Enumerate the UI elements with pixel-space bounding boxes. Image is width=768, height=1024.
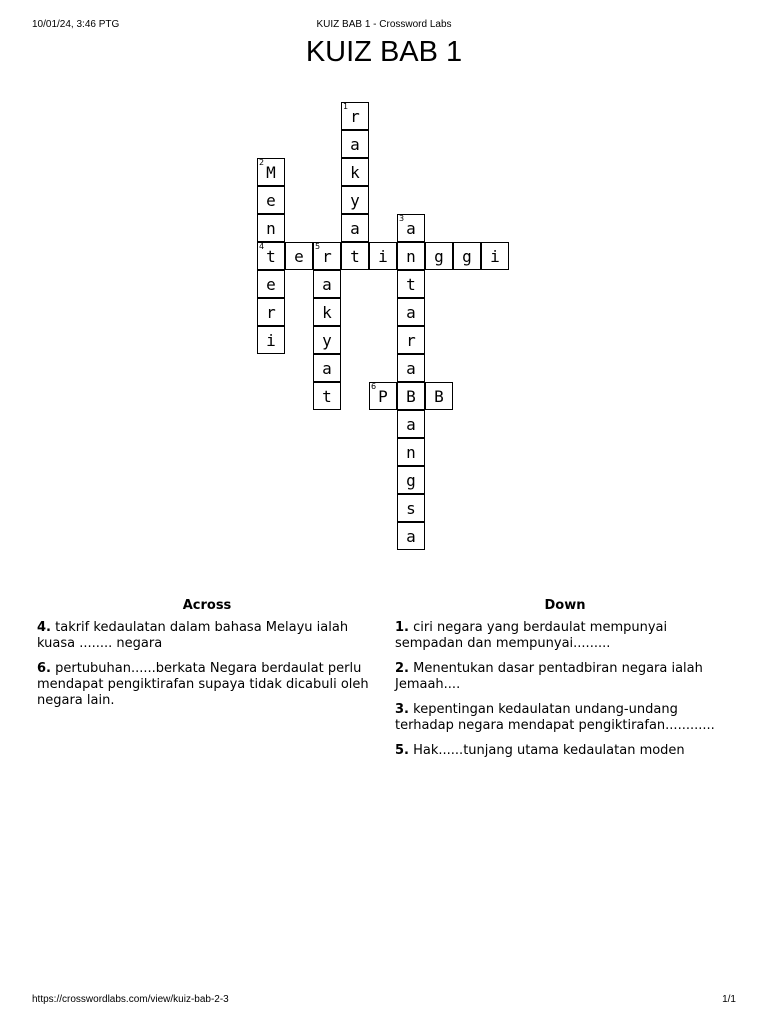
cell-letter: n bbox=[266, 218, 276, 238]
cell-letter: a bbox=[322, 274, 332, 294]
cell-letter: s bbox=[406, 498, 416, 518]
cell-letter: a bbox=[406, 302, 416, 322]
cell-letter: t bbox=[350, 246, 360, 266]
cell-letter: B bbox=[434, 386, 444, 406]
cell-letter: a bbox=[406, 414, 416, 434]
clue-across-6 bbox=[37, 661, 377, 709]
grid-cell bbox=[257, 270, 285, 298]
grid-cell bbox=[369, 382, 397, 410]
cell-letter: e bbox=[266, 274, 276, 294]
cell-letter: a bbox=[350, 218, 360, 238]
cell-letter: i bbox=[266, 330, 276, 350]
clue-down-2 bbox=[395, 661, 735, 693]
grid-cell bbox=[257, 214, 285, 242]
cell-letter: r bbox=[322, 246, 332, 266]
clue-text: kepentingan kedaulatan undang-undang terhadap negara mendapat pengiktirafan............ bbox=[395, 702, 715, 733]
grid-cell bbox=[341, 186, 369, 214]
clue-down-1 bbox=[395, 620, 735, 652]
grid-cell bbox=[397, 382, 425, 410]
clue-across-4 bbox=[37, 620, 377, 652]
cell-letter: r bbox=[350, 106, 360, 126]
cell-letter: r bbox=[406, 330, 416, 350]
cell-letter: g bbox=[406, 470, 416, 490]
cell-letter: M bbox=[266, 162, 276, 182]
clue-text: Menentukan dasar pentadbiran negara ialah Jemaah.... bbox=[395, 661, 703, 692]
cell-letter: B bbox=[406, 386, 416, 406]
clue-number: 4. bbox=[37, 620, 51, 635]
grid-cell bbox=[341, 242, 369, 270]
cell-letter: i bbox=[378, 246, 388, 266]
cell-letter: a bbox=[350, 134, 360, 154]
grid-cell bbox=[257, 158, 285, 186]
cell-letter: g bbox=[434, 246, 444, 266]
clue-number: 2. bbox=[395, 661, 409, 676]
cell-number: 2 bbox=[259, 158, 265, 167]
cell-letter: a bbox=[406, 358, 416, 378]
clue-number: 5. bbox=[395, 743, 409, 758]
grid-cell bbox=[397, 354, 425, 382]
cell-letter: e bbox=[294, 246, 304, 266]
grid-cell bbox=[397, 326, 425, 354]
clue-number: 3. bbox=[395, 702, 409, 717]
print-header-title: KUIZ BAB 1 - Crossword Labs bbox=[316, 19, 452, 30]
down-clues bbox=[395, 598, 735, 768]
grid-cell bbox=[341, 130, 369, 158]
grid-cell bbox=[313, 354, 341, 382]
grid-cell bbox=[369, 242, 397, 270]
grid-cell bbox=[425, 242, 453, 270]
cell-letter: t bbox=[266, 246, 276, 266]
clue-text: Hak......tunjang utama kedaulatan moden bbox=[413, 743, 685, 758]
clue-down-3 bbox=[395, 702, 735, 734]
cell-letter: P bbox=[378, 386, 388, 406]
clue-number: 1. bbox=[395, 620, 409, 635]
page-title: KUIZ BAB 1 bbox=[305, 36, 463, 68]
cell-letter: y bbox=[350, 190, 360, 210]
grid-cell bbox=[313, 242, 341, 270]
down-heading: Down bbox=[544, 598, 586, 613]
grid-cell bbox=[313, 270, 341, 298]
grid-cell bbox=[257, 242, 285, 270]
print-url: https://crosswordlabs.com/view/kuiz-bab-2-3 bbox=[32, 994, 229, 1005]
cell-number: 6 bbox=[371, 382, 377, 391]
cell-letter: r bbox=[266, 302, 276, 322]
cell-letter: a bbox=[406, 526, 416, 546]
cell-letter: i bbox=[490, 246, 500, 266]
grid-cell bbox=[313, 382, 341, 410]
cell-number: 1 bbox=[343, 102, 349, 111]
grid-cell bbox=[397, 270, 425, 298]
clue-down-5 bbox=[395, 743, 735, 759]
grid-cell bbox=[397, 522, 425, 550]
cell-letter: t bbox=[322, 386, 332, 406]
cell-letter: t bbox=[406, 274, 416, 294]
grid-cell bbox=[341, 158, 369, 186]
grid-cell bbox=[397, 298, 425, 326]
grid-cell bbox=[257, 186, 285, 214]
cell-letter: a bbox=[406, 218, 416, 238]
grid-cell bbox=[453, 242, 481, 270]
cell-letter: k bbox=[350, 162, 360, 182]
grid-cell bbox=[397, 466, 425, 494]
grid-cell bbox=[341, 102, 369, 130]
print-date: 10/01/24, 3:46 PTG bbox=[32, 19, 120, 30]
grid-cell bbox=[341, 214, 369, 242]
clue-text: ciri negara yang berdaulat mempunyai sempadan dan mempunyai......... bbox=[395, 620, 668, 651]
cell-letter: n bbox=[406, 246, 416, 266]
grid-cell bbox=[313, 326, 341, 354]
grid-cell bbox=[313, 298, 341, 326]
cell-letter: a bbox=[322, 358, 332, 378]
grid-cell bbox=[397, 438, 425, 466]
grid-cell bbox=[481, 242, 509, 270]
cell-letter: n bbox=[406, 442, 416, 462]
grid-cell bbox=[397, 242, 425, 270]
clue-text: pertubuhan......berkata Negara berdaulat perlu mendapat pengiktirafan supaya tidak dicabuli oleh negara lain. bbox=[37, 661, 369, 708]
cell-number: 4 bbox=[259, 242, 265, 251]
page-number: 1/1 bbox=[722, 994, 736, 1005]
grid-cell bbox=[397, 410, 425, 438]
cell-number: 3 bbox=[399, 214, 405, 223]
grid-cell bbox=[397, 494, 425, 522]
clue-number: 6. bbox=[37, 661, 51, 676]
across-heading: Across bbox=[182, 598, 232, 613]
clue-text: takrif kedaulatan dalam bahasa Melayu ialah kuasa ........ negara bbox=[37, 620, 349, 651]
cell-letter: k bbox=[322, 302, 332, 322]
grid-cell bbox=[425, 382, 453, 410]
cell-letter: g bbox=[462, 246, 472, 266]
cell-letter: e bbox=[266, 190, 276, 210]
grid-cell bbox=[285, 242, 313, 270]
across-clues bbox=[37, 598, 377, 718]
cell-number: 5 bbox=[315, 242, 321, 251]
grid-cell bbox=[257, 326, 285, 354]
grid-cell bbox=[257, 298, 285, 326]
grid-cell bbox=[397, 214, 425, 242]
cell-letter: y bbox=[322, 330, 332, 350]
